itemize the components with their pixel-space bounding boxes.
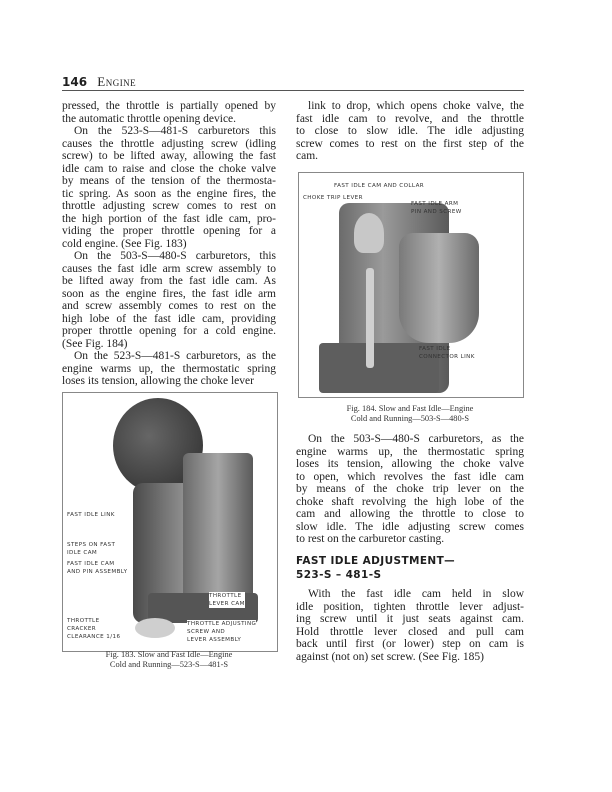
- text-line: by means of the tension of the thermosta-: [62, 175, 276, 187]
- text-line: On the 503-S—480-S carburetors, as the: [308, 433, 524, 445]
- header-rule: [62, 90, 524, 91]
- text-line: throttle adjusting screw comes to rest on: [62, 200, 276, 212]
- text-line: Hold throttle lever closed and pull cam: [296, 625, 524, 638]
- text-line: engine warms up, the thermostatic spring: [296, 445, 524, 458]
- text-line: fast idle cam to revolve, and the throttle: [296, 112, 524, 125]
- text-line: pressed, the throttle is partially opened by: [62, 100, 276, 112]
- label-choke-trip-lever: CHOKE TRIP LEVER: [303, 195, 363, 201]
- text-line: On the 503-S—480-S carburetors, this: [74, 250, 276, 262]
- text-line: screw) to be lifted away, allowing the fast: [62, 150, 276, 162]
- text-line: viding the proper throttle opening for a: [62, 225, 276, 237]
- text-line: (See Fig. 184): [62, 337, 128, 350]
- text-line: causes the throttle adjusting screw (idling: [62, 137, 276, 150]
- text-line: loses its tension, allowing the choke lever: [62, 375, 254, 387]
- text-line: tic spring. As soon as the engine fires, the: [62, 187, 276, 200]
- label-connector-link: FAST IDLE CONNECTOR LINK: [419, 346, 475, 360]
- label-fast-idle-link: FAST IDLE LINK: [67, 512, 115, 518]
- text-line: On the 523-S—481-S carburetors this: [74, 125, 276, 137]
- text-line: back until first (or lower) step on cam is: [296, 638, 524, 650]
- text-line: high lobe of the fast idle cam, providing: [62, 312, 276, 325]
- text-line: choke shaft revolving the high lobe of the: [296, 495, 524, 508]
- text-line: and screw assembly comes to rest on the: [62, 300, 276, 312]
- figure-184-photo: [298, 172, 524, 398]
- heading-line: FAST IDLE ADJUSTMENT—: [296, 555, 456, 567]
- left-column-text: [62, 100, 276, 388]
- label-throttle-lever-cam: THROTTLE LEVER CAM: [209, 593, 245, 607]
- text-line: soon as the engine fires, the fast idle arm: [62, 287, 276, 300]
- heading-line: 523-S – 481-S: [296, 569, 382, 581]
- caption-line: Cold and Running—523-S—481-S: [109, 660, 229, 669]
- section-title: Engine: [97, 74, 137, 89]
- text-line: With the fast idle cam held in slow: [308, 588, 524, 600]
- label-throttle-cracker: THROTTLE CRACKER CLEARANCE 1/16: [67, 618, 121, 640]
- text-line: be lifted away from the fast idle cam. As: [62, 275, 276, 287]
- text-line: slow idle. The idle adjusting screw comes: [296, 520, 524, 533]
- text-line: to open, which revolves the fast idle cam: [296, 470, 524, 483]
- text-line: idle cam to raise and close the choke valve: [62, 162, 276, 175]
- text-line: screw comes to rest on the first step of the: [296, 137, 524, 150]
- figure-183-caption: [62, 650, 276, 670]
- text-line: to close to slow idle. The idle adjusting: [296, 125, 524, 137]
- label-fast-idle-arm: FAST IDLE ARM PIN AND SCREW: [411, 201, 462, 215]
- text-line: loses its tension, allowing the choke valve: [296, 458, 524, 470]
- text-line: by means of the choke trip lever on the: [296, 483, 524, 495]
- figure-183-photo: [62, 392, 278, 652]
- throttle-lever: [135, 618, 175, 638]
- caption-line: Fig. 184. Slow and Fast Idle—Engine: [346, 404, 474, 413]
- label-fast-idle-cam-pin: FAST IDLE CAM AND PIN ASSEMBLY: [67, 561, 128, 575]
- text-line: ing screw until it just seats against cam.: [296, 613, 524, 625]
- right-column-intro: [296, 100, 524, 163]
- section-heading: [296, 554, 455, 582]
- label-throttle-adjusting: THROTTLE ADJUSTING SCREW AND LEVER ASSEMBLY: [187, 621, 257, 643]
- label-fast-idle-cam-collar: FAST IDLE CAM AND COLLAR: [334, 183, 425, 189]
- page-number: 146: [62, 75, 88, 89]
- text-line: causes the fast idle arm screw assembly to: [62, 262, 276, 275]
- text-line: engine warms up, the thermostatic spring: [62, 362, 276, 375]
- connector-link: [366, 268, 374, 368]
- text-line: to rest on the carburetor casting.: [296, 533, 445, 545]
- text-line: the automatic throttle opening device.: [62, 112, 237, 125]
- text-line: On the 523-S—481-S carburetors, as the: [74, 350, 276, 362]
- text-line: cam.: [296, 150, 319, 162]
- float-bowl: [399, 233, 479, 343]
- figure-184-caption: [298, 404, 522, 424]
- right-column-bottom: [296, 588, 524, 663]
- text-line: the high portion of the fast idle cam, pro-: [62, 212, 276, 225]
- right-column-middle: [296, 433, 524, 546]
- text-line: idle position, tighten throttle lever adjust-: [296, 600, 524, 613]
- text-line: proper throttle opening for a cold engine.: [62, 325, 276, 337]
- text-line: cam and allowing the throttle to close to: [296, 508, 524, 520]
- caption-line: Fig. 183. Slow and Fast Idle—Engine: [105, 650, 233, 659]
- caption-line: Cold and Running—503-S—480-S: [350, 414, 470, 423]
- label-steps-on-cam: STEPS ON FAST IDLE CAM: [67, 542, 116, 556]
- fast-idle-cam: [354, 213, 384, 253]
- text-line: against (not on) set screw. (See Fig. 185): [296, 650, 485, 663]
- text-line: cold engine. (See Fig. 183): [62, 237, 187, 250]
- page-header: [62, 74, 136, 90]
- text-line: link to drop, which opens choke valve, the: [308, 100, 524, 112]
- float-bowl: [183, 453, 253, 603]
